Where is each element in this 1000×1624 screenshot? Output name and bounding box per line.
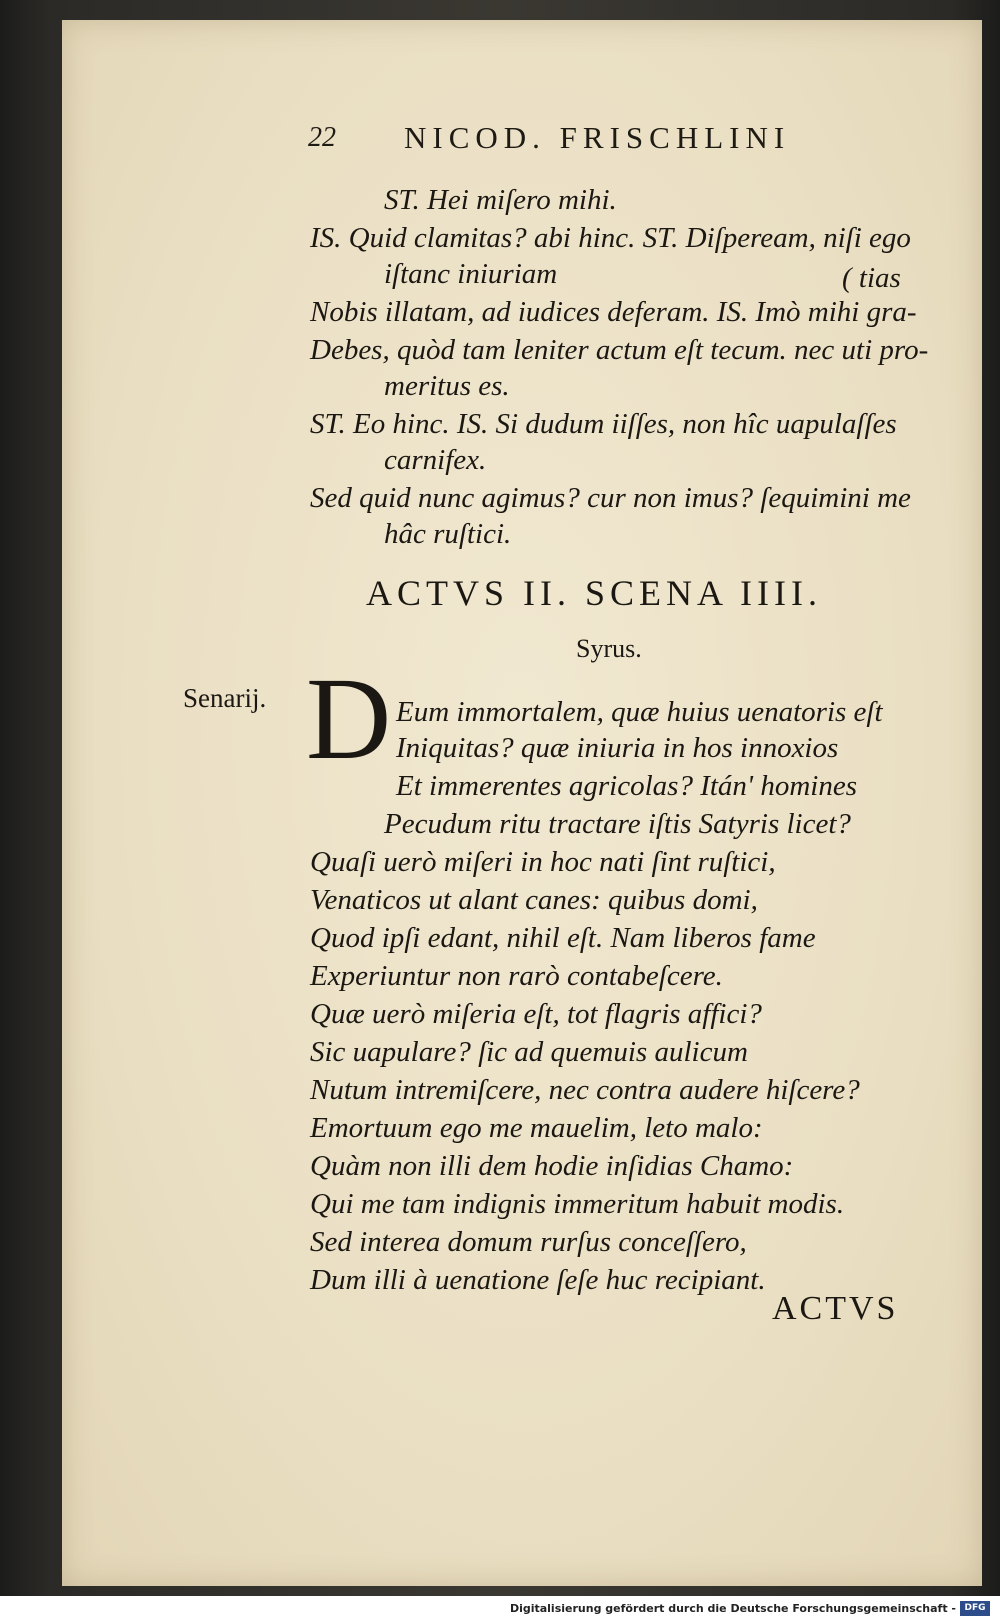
text-line: iſtanc iniuriam — [384, 258, 558, 290]
text-line: Debes, quòd tam leniter actum eſt tecum. nec uti pro- — [310, 334, 929, 366]
text-line: ( tias — [842, 262, 901, 294]
funding-credit: Digitalisierung gefördert durch die Deutsche Forschungsgemeinschaft - — [509, 1602, 956, 1615]
text-line: IS. Quid clamitas? abi hinc. ST. Diſpeream, niſi ego — [310, 222, 911, 254]
text-line: hâc ruſtici. — [384, 518, 512, 550]
running-title: NICOD. FRISCHLINI — [404, 120, 791, 155]
verse-line: Experiuntur non rarò contabeſcere. — [310, 960, 723, 992]
running-head — [300, 116, 860, 162]
verse-line: Quæ uerò miſeria eſt, tot flagris affici? — [310, 998, 762, 1030]
catchword: ACTVS — [772, 1290, 899, 1327]
verse-line: Quàm non illi dem hodie inſidias Chamo: — [310, 1150, 794, 1182]
text-line: ST. Hei miſero mihi. — [384, 184, 617, 216]
verse-line: Sic uapulare? ſic ad quemuis aulicum — [310, 1036, 748, 1068]
verse-line: Nutum intremiſcere, nec contra audere hiſcere? — [310, 1074, 860, 1106]
page-number: 22 — [308, 122, 336, 153]
speaker-name: Syrus. — [576, 634, 642, 663]
verse-line: Qui me tam indignis immeritum habuit modis. — [310, 1188, 845, 1220]
verse-line: Emortuum ego me mauelim, leto malo: — [310, 1112, 763, 1144]
verse-line: Quaſi uerò miſeri in hoc nati ſint ruſtici, — [310, 846, 776, 878]
text-line: Sed quid nunc agimus? cur non imus? ſequimini me — [310, 482, 911, 514]
verse-line: Iniquitas? quæ iniuria in hos innoxios — [396, 732, 839, 764]
verse-line: Quod ipſi edant, nihil eſt. Nam liberos fame — [310, 922, 816, 954]
dfg-logo-icon: DFG — [960, 1601, 990, 1616]
verse-line: Eum immortalem, quæ huius uenatoris eſt — [396, 696, 883, 728]
verse-line: Et immerentes agricolas? Itán' homines — [396, 770, 858, 802]
margin-note: Senarij. — [183, 683, 267, 713]
drop-cap-initial: D — [306, 653, 392, 784]
verse-line: Pecudum ritu tractare iſtis Satyris licet? — [384, 808, 851, 840]
text-line: ST. Eo hinc. IS. Si dudum iiſſes, non hîc uapulaſſes — [310, 408, 897, 440]
verse-line: Sed interea domum rurſus conceſſero, — [310, 1226, 747, 1258]
verse-line: Dum illi à uenatione ſeſe huc recipiant. — [310, 1264, 766, 1296]
act-scene-heading: ACTVS II. SCENA IIII. — [366, 573, 822, 613]
verse-line: Venaticos ut alant canes: quibus domi, — [310, 884, 758, 916]
text-line: meritus es. — [384, 370, 510, 402]
text-line: carnifex. — [384, 444, 487, 476]
text-line: Nobis illatam, ad iudices deferam. IS. Imò mihi gra- — [310, 296, 917, 328]
footer-bar — [0, 1596, 1000, 1624]
